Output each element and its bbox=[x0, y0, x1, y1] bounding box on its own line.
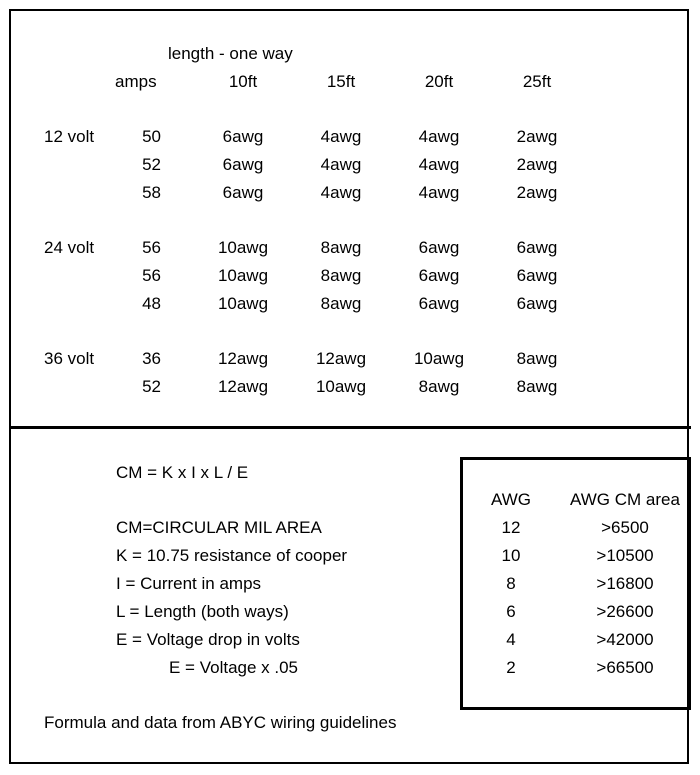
awg-area-cell: >10500 bbox=[596, 546, 654, 565]
voltage-label: 24 volt bbox=[44, 238, 95, 257]
gauge-cell: 10awg bbox=[217, 238, 269, 257]
amps-cell: 36 bbox=[142, 349, 161, 368]
amps-cell: 48 bbox=[142, 294, 161, 313]
awg-gauge-cell: 2 bbox=[506, 658, 516, 677]
gauge-cell: 12awg bbox=[315, 349, 367, 368]
gauge-cell: 4awg bbox=[418, 127, 460, 146]
gauge-cell: 4awg bbox=[320, 183, 362, 202]
gauge-cell: 10awg bbox=[217, 294, 269, 313]
awg-area-cell: >6500 bbox=[601, 518, 649, 537]
section-divider bbox=[9, 426, 691, 429]
gauge-cell: 2awg bbox=[516, 127, 558, 146]
gauge-cell: 6awg bbox=[516, 294, 558, 313]
gauge-cell: 6awg bbox=[418, 294, 460, 313]
formula-line: E = Voltage drop in volts bbox=[116, 630, 300, 649]
awg-area-cell: >16800 bbox=[596, 574, 654, 593]
length-col-header: 20ft bbox=[424, 72, 454, 91]
formula-line: CM=CIRCULAR MIL AREA bbox=[116, 518, 322, 537]
awg-area-cell: >42000 bbox=[596, 630, 654, 649]
amps-cell: 56 bbox=[142, 266, 161, 285]
gauge-cell: 10awg bbox=[315, 377, 367, 396]
gauge-cell: 6awg bbox=[516, 238, 558, 257]
length-col-header: 25ft bbox=[522, 72, 552, 91]
length-header: length - one way bbox=[168, 44, 293, 63]
gauge-cell: 4awg bbox=[320, 155, 362, 174]
awg-gauge-cell: 8 bbox=[506, 574, 516, 593]
gauge-cell: 6awg bbox=[222, 183, 264, 202]
gauge-cell: 6awg bbox=[222, 155, 264, 174]
amps-cell: 52 bbox=[142, 377, 161, 396]
formula-equation: CM = K x I x L / E bbox=[116, 463, 249, 482]
gauge-cell: 2awg bbox=[516, 155, 558, 174]
awg-gauge-cell: 10 bbox=[501, 546, 521, 565]
formula-line: K = 10.75 resistance of cooper bbox=[116, 546, 348, 565]
gauge-cell: 6awg bbox=[418, 266, 460, 285]
gauge-cell: 12awg bbox=[217, 349, 269, 368]
gauge-cell: 4awg bbox=[320, 127, 362, 146]
gauge-cell: 8awg bbox=[320, 266, 362, 285]
formula-line: L = Length (both ways) bbox=[116, 602, 289, 621]
gauge-cell: 10awg bbox=[413, 349, 465, 368]
amps-cell: 56 bbox=[142, 238, 161, 257]
awg-area-header: AWG CM area bbox=[570, 490, 680, 509]
voltage-label: 36 volt bbox=[44, 349, 95, 368]
gauge-cell: 4awg bbox=[418, 183, 460, 202]
awg-header: AWG bbox=[491, 490, 531, 509]
gauge-cell: 8awg bbox=[516, 377, 558, 396]
gauge-cell: 8awg bbox=[320, 294, 362, 313]
gauge-cell: 8awg bbox=[516, 349, 558, 368]
gauge-cell: 12awg bbox=[217, 377, 269, 396]
length-col-header: 10ft bbox=[228, 72, 258, 91]
formula-sub-line: E = Voltage x .05 bbox=[169, 658, 299, 677]
amps-cell: 52 bbox=[142, 155, 161, 174]
awg-gauge-cell: 12 bbox=[501, 518, 521, 537]
awg-gauge-cell: 4 bbox=[506, 630, 516, 649]
amps-header: amps bbox=[115, 72, 157, 91]
gauge-cell: 6awg bbox=[418, 238, 460, 257]
formula-line: I = Current in amps bbox=[116, 574, 262, 593]
gauge-cell: 6awg bbox=[516, 266, 558, 285]
awg-area-cell: >26600 bbox=[596, 602, 654, 621]
gauge-cell: 8awg bbox=[418, 377, 460, 396]
gauge-cell: 6awg bbox=[222, 127, 264, 146]
gauge-cell: 2awg bbox=[516, 183, 558, 202]
voltage-label: 12 volt bbox=[44, 127, 95, 146]
amps-cell: 58 bbox=[142, 183, 161, 202]
source-note: Formula and data from ABYC wiring guidelines bbox=[44, 713, 397, 732]
amps-cell: 50 bbox=[142, 127, 161, 146]
gauge-cell: 10awg bbox=[217, 266, 269, 285]
gauge-cell: 4awg bbox=[418, 155, 460, 174]
awg-area-cell: >66500 bbox=[596, 658, 654, 677]
length-col-header: 15ft bbox=[326, 72, 356, 91]
awg-gauge-cell: 6 bbox=[506, 602, 516, 621]
gauge-cell: 8awg bbox=[320, 238, 362, 257]
